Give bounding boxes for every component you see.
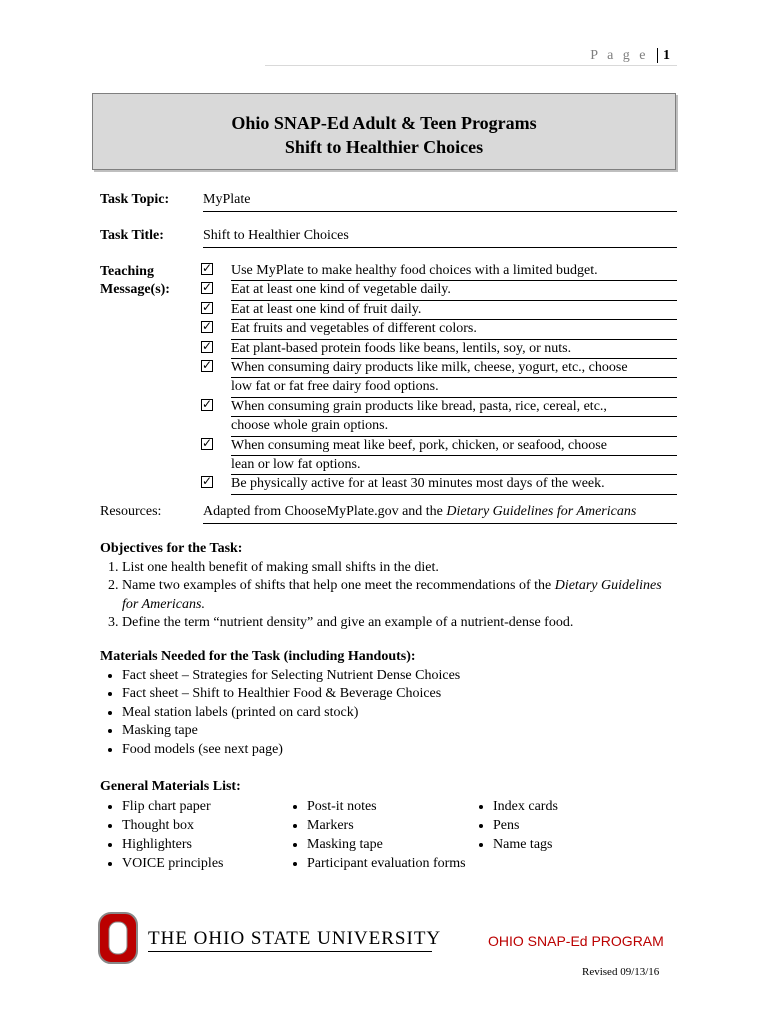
objective-item: 1. List one health benefit of making small shifts in the diet. — [122, 559, 677, 578]
title-line-2: Shift to Healthier Choices — [284, 137, 484, 157]
general-materials-heading: General Materials List: — [100, 779, 241, 794]
general-item: • Highlighters — [122, 835, 223, 854]
checkbox-checked-icon: ✓ — [202, 261, 213, 275]
teaching-message-line: Use MyPlate to make healthy food choices with a limited budget. — [231, 262, 677, 281]
checkbox-checked-icon: ✓ — [202, 396, 213, 411]
checkbox-checked-icon: ✓ — [202, 299, 213, 314]
revised-date: Revised 09/13/16 — [582, 966, 660, 978]
teaching-message-line: Be physically active for at least 30 minutes most days of the week. — [231, 475, 677, 494]
task-title-label: Task Title: — [100, 228, 164, 243]
materials-list — [100, 667, 677, 760]
general-item: • Pens — [493, 816, 558, 835]
university-rule — [148, 951, 432, 952]
general-item: • Flip chart paper — [122, 797, 223, 816]
teaching-message-line: Eat fruits and vegetables of different colors. — [231, 320, 677, 339]
objective-item: 2. Name two examples of shifts that help one meet the recommendations of the Dietary Guidelines for Americans. — [122, 577, 677, 614]
teaching-message — [100, 437, 677, 476]
materials-item: • Meal station labels (printed on card stock) — [122, 704, 677, 723]
general-item: • VOICE principles — [122, 854, 223, 873]
general-col-1 — [100, 797, 223, 873]
materials-section — [100, 648, 677, 760]
teaching-message-line: low fat or fat free dairy food options. — [231, 378, 677, 397]
teaching-message-line: When consuming dairy products like milk, cheese, yogurt, etc., choose — [231, 359, 677, 378]
checkbox-checked-icon: ✓ — [202, 338, 213, 353]
teaching-message-line: When consuming meat like beef, pork, chicken, or seafood, choose — [231, 437, 677, 456]
materials-item: • Food models (see next page) — [122, 741, 677, 760]
task-topic-label: Task Topic: — [100, 192, 170, 207]
teaching-message-line: choose whole grain options. — [231, 417, 677, 436]
teaching-message — [100, 340, 677, 359]
teaching-message — [100, 359, 677, 398]
general-col-2 — [285, 797, 466, 873]
osu-block-o-logo — [98, 912, 138, 969]
checkbox-checked-icon: ✓ — [202, 435, 213, 450]
task-title-value: Shift to Healthier Choices — [203, 227, 677, 248]
general-item: • Post-it notes — [307, 797, 466, 816]
teaching-message — [100, 475, 677, 494]
teaching-message — [100, 262, 677, 281]
title-line-1: Ohio SNAP-Ed Adult & Teen Programs — [231, 113, 537, 133]
title-box — [92, 93, 676, 170]
checkbox-checked-icon: ✓ — [202, 280, 213, 295]
teaching-message-line: Eat at least one kind of vegetable daily. — [231, 281, 677, 300]
teaching-message-line: Eat at least one kind of fruit daily. — [231, 301, 677, 320]
checkbox-checked-icon: ✓ — [202, 319, 213, 334]
teaching-message — [100, 320, 677, 339]
teaching-label-line1: Teaching — [100, 264, 154, 279]
teaching-message — [100, 398, 677, 437]
teaching-message — [100, 301, 677, 320]
resources-value: Adapted from ChooseMyPlate.gov and the Dietary Guidelines for Americans — [203, 503, 677, 524]
page-number: P a g e 1 — [590, 48, 670, 63]
objectives-heading: Objectives for the Task: — [100, 541, 243, 556]
general-item: • Thought box — [122, 816, 223, 835]
checkbox-checked-icon: ✓ — [202, 358, 213, 373]
materials-item: • Masking tape — [122, 722, 677, 741]
teaching-message-line: When consuming grain products like bread, pasta, rice, cereal, etc., — [231, 398, 677, 417]
teaching-message-line: Eat plant-based protein foods like beans, lentils, soy, or nuts. — [231, 340, 677, 359]
checkbox-checked-icon: ✓ — [202, 474, 213, 489]
teaching-message-line: lean or low fat options. — [231, 456, 677, 475]
resources-label: Resources: — [100, 504, 162, 519]
header-rule — [265, 65, 677, 66]
university-name: THE OHIO STATE UNIVERSITY — [148, 928, 442, 949]
teaching-messages — [100, 262, 677, 495]
task-topic-value: MyPlate — [203, 191, 677, 212]
objectives-section — [100, 540, 677, 633]
objective-item: 3. Define the term “nutrient density” and give an example of a nutrient-dense food. — [122, 614, 677, 633]
teaching-message — [100, 281, 677, 300]
general-item: • Masking tape — [307, 835, 466, 854]
general-item: • Index cards — [493, 797, 558, 816]
general-item: • Markers — [307, 816, 466, 835]
teaching-label-line2: Message(s): — [100, 282, 170, 297]
general-materials-heading-wrap — [100, 778, 677, 797]
objectives-list — [100, 559, 677, 633]
materials-item: • Fact sheet – Shift to Healthier Food & Beverage Choices — [122, 685, 677, 704]
program-name: OHIO SNAP-Ed PROGRAM — [488, 933, 664, 949]
general-col-3 — [471, 797, 558, 854]
materials-item: • Fact sheet – Strategies for Selecting Nutrient Dense Choices — [122, 667, 677, 686]
materials-heading: Materials Needed for the Task (including Handouts): — [100, 649, 416, 664]
general-item: • Name tags — [493, 835, 558, 854]
general-item: • Participant evaluation forms — [307, 854, 466, 873]
